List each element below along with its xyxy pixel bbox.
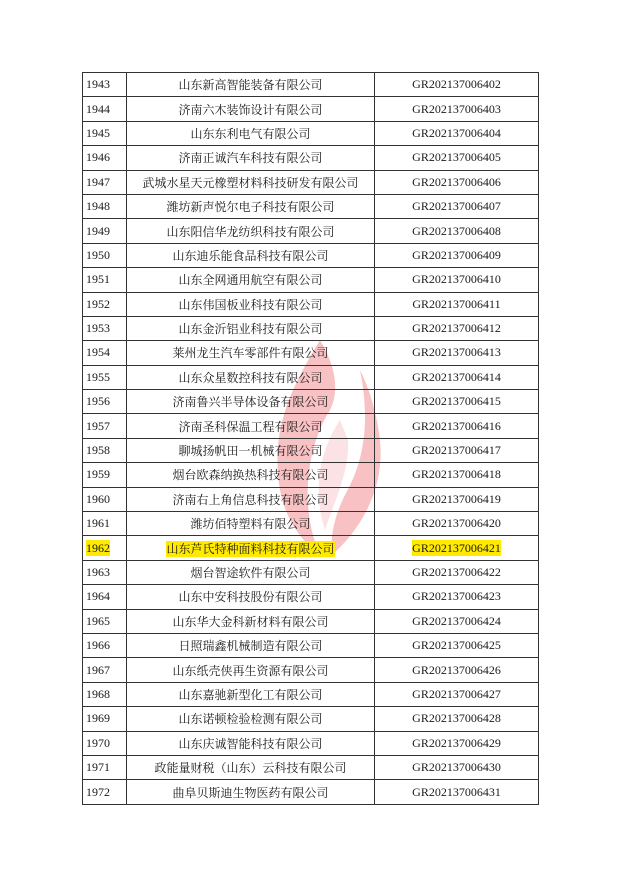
table-row (83, 536, 539, 560)
table-row (83, 341, 539, 365)
company-name: 山东诺顿检验检测有限公司 (178, 712, 323, 727)
row-number: 1968 (86, 686, 110, 701)
certificate-code: GR202137006422 (412, 565, 501, 579)
certificate-code-cell (375, 390, 539, 414)
row-number: 1957 (86, 418, 110, 433)
certificate-code: GR202137006431 (412, 784, 501, 799)
row-number-cell (83, 487, 127, 511)
certificate-code: GR202137006408 (412, 223, 501, 238)
company-name: 山东华大金科新材料有限公司 (172, 614, 329, 629)
company-name: 济南圣科保温工程有限公司 (178, 419, 323, 434)
company-name: 济南鲁兴半导体设备有限公司 (172, 395, 329, 410)
company-name: 烟台智途软件有限公司 (190, 566, 311, 580)
certificate-code: GR202137006427 (412, 686, 501, 701)
row-number: 1946 (86, 150, 110, 165)
row-number-cell (83, 414, 127, 438)
company-name-cell (127, 194, 375, 218)
company-name: 济南右上角信息科技有限公司 (172, 492, 329, 507)
certificate-code-cell (375, 268, 539, 292)
certificate-code-cell (375, 146, 539, 170)
table-row (83, 414, 539, 438)
certificate-code-cell (375, 707, 539, 731)
certificate-code: GR202137006414 (412, 369, 501, 384)
certificate-code: GR202137006418 (412, 467, 501, 482)
company-name-cell (127, 463, 375, 487)
certificate-code-cell (375, 780, 539, 804)
certificate-code: GR202137006421 (412, 540, 501, 555)
table-row (83, 755, 539, 779)
company-name-cell (127, 487, 375, 511)
certificate-code-cell (375, 341, 539, 365)
table-row (83, 585, 539, 609)
row-number-cell (83, 97, 127, 121)
certificate-code-cell (375, 585, 539, 609)
table-row (83, 438, 539, 462)
row-number-cell (83, 707, 127, 731)
company-name-cell (127, 146, 375, 170)
certificate-code-cell (375, 243, 539, 267)
company-name-cell (127, 609, 375, 633)
certificate-code-cell (375, 170, 539, 194)
certificate-code: GR202137006430 (412, 760, 501, 775)
row-number: 1951 (86, 272, 110, 287)
company-name: 山东东利电气有限公司 (190, 126, 311, 141)
row-number: 1947 (86, 174, 110, 189)
table-row (83, 170, 539, 194)
row-number: 1964 (86, 589, 110, 604)
company-name-cell (127, 390, 375, 414)
company-name: 济南正诚汽车科技有限公司 (178, 151, 323, 166)
row-number-cell (83, 780, 127, 804)
certificate-code: GR202137006424 (412, 613, 501, 628)
certificate-code-cell (375, 438, 539, 462)
table-row (83, 780, 539, 804)
row-number: 1953 (86, 321, 110, 336)
row-number: 1966 (86, 638, 110, 653)
row-number-cell (83, 316, 127, 340)
company-name: 烟台欧森纳换热科技有限公司 (172, 468, 329, 483)
company-name-cell (127, 512, 375, 536)
company-name: 日照瑞鑫机械制造有限公司 (178, 639, 323, 654)
row-number-cell (83, 194, 127, 218)
certificate-code: GR202137006416 (412, 418, 501, 433)
table-row (83, 268, 539, 292)
company-name-cell (127, 682, 375, 706)
company-name-cell (127, 243, 375, 267)
row-number-cell (83, 268, 127, 292)
table-row (83, 97, 539, 121)
row-number-cell (83, 755, 127, 779)
certificate-code-cell (375, 73, 539, 97)
row-number: 1956 (86, 394, 110, 409)
company-name: 山东众星数控科技有限公司 (178, 370, 323, 385)
table-row (83, 146, 539, 170)
row-number: 1961 (86, 516, 110, 531)
table-row (83, 707, 539, 731)
row-number: 1944 (86, 101, 110, 116)
company-name: 山东全网通用航空有限公司 (178, 273, 323, 288)
certificate-code: GR202137006405 (412, 150, 501, 165)
row-number: 1963 (86, 565, 110, 579)
row-number-cell (83, 170, 127, 194)
company-name-cell (127, 365, 375, 389)
certificate-code-cell (375, 414, 539, 438)
certificate-code: GR202137006402 (412, 77, 501, 92)
row-number: 1950 (86, 247, 110, 262)
certificate-code: GR202137006406 (412, 174, 501, 189)
table-row (83, 243, 539, 267)
certificate-code: GR202137006412 (412, 321, 501, 336)
row-number-cell (83, 658, 127, 682)
table-row (83, 365, 539, 389)
row-number: 1949 (86, 223, 110, 238)
row-number: 1943 (86, 77, 110, 92)
certificate-code-cell (375, 658, 539, 682)
certificate-code-cell (375, 292, 539, 316)
table-row (83, 390, 539, 414)
certificate-code: GR202137006413 (412, 345, 501, 360)
certificate-code-cell (375, 121, 539, 145)
certificate-code: GR202137006409 (412, 247, 501, 262)
company-name-cell (127, 268, 375, 292)
certificate-code: GR202137006420 (412, 516, 501, 531)
row-number: 1962 (86, 540, 110, 555)
table-row (83, 316, 539, 340)
company-name: 山东新高智能装备有限公司 (178, 78, 323, 93)
company-name-cell (127, 414, 375, 438)
company-name-cell (127, 780, 375, 804)
row-number-cell (83, 219, 127, 243)
certificate-code: GR202137006407 (412, 199, 501, 214)
certificate-code-cell (375, 731, 539, 755)
row-number: 1967 (86, 662, 110, 677)
certificate-code-cell (375, 633, 539, 657)
table-row (83, 658, 539, 682)
company-name: 潍坊佰特塑料有限公司 (190, 517, 311, 532)
company-name: 聊城扬帆田一机械有限公司 (178, 444, 323, 459)
company-name-cell (127, 633, 375, 657)
company-table (82, 72, 539, 805)
company-name: 山东庆诚智能科技有限公司 (178, 736, 323, 751)
table-row (83, 292, 539, 316)
certificate-code: GR202137006426 (412, 662, 501, 677)
company-name: 济南六木装饰设计有限公司 (178, 102, 323, 117)
certificate-code-cell (375, 97, 539, 121)
row-number: 1960 (86, 491, 110, 506)
row-number-cell (83, 121, 127, 145)
row-number-cell (83, 243, 127, 267)
company-name-cell (127, 536, 375, 560)
table-row (83, 219, 539, 243)
row-number-cell (83, 560, 127, 584)
certificate-code-cell (375, 463, 539, 487)
company-name: 山东嘉驰新型化工有限公司 (178, 687, 323, 702)
table-row (83, 512, 539, 536)
row-number-cell (83, 512, 127, 536)
row-number-cell (83, 390, 127, 414)
row-number-cell (83, 463, 127, 487)
row-number-cell (83, 633, 127, 657)
certificate-code: GR202137006417 (412, 443, 501, 458)
company-name-cell (127, 170, 375, 194)
certificate-code-cell (375, 609, 539, 633)
company-name: 政能量财税（山东）云科技有限公司 (154, 761, 347, 776)
certificate-code: GR202137006403 (412, 101, 501, 116)
certificate-code-cell (375, 560, 539, 584)
company-name-cell (127, 97, 375, 121)
table-row (83, 633, 539, 657)
certificate-code: GR202137006423 (412, 589, 501, 604)
company-name-cell (127, 341, 375, 365)
company-name: 山东芦氏特种面料科技有限公司 (166, 541, 335, 556)
company-name-cell (127, 585, 375, 609)
certificate-code: GR202137006410 (412, 272, 501, 287)
company-name-cell (127, 438, 375, 462)
table-row (83, 731, 539, 755)
certificate-code-cell (375, 316, 539, 340)
row-number-cell (83, 536, 127, 560)
table-row (83, 609, 539, 633)
row-number: 1945 (86, 125, 110, 140)
row-number: 1970 (86, 735, 110, 750)
company-name: 山东金沂铝业科技有限公司 (178, 322, 323, 337)
certificate-code: GR202137006404 (412, 125, 501, 140)
row-number-cell (83, 438, 127, 462)
row-number: 1948 (86, 199, 110, 214)
table-row (83, 194, 539, 218)
row-number: 1958 (86, 443, 110, 458)
row-number-cell (83, 365, 127, 389)
row-number-cell (83, 292, 127, 316)
row-number: 1972 (86, 784, 110, 799)
certificate-code-cell (375, 219, 539, 243)
certificate-code-cell (375, 194, 539, 218)
company-name: 山东伟国板业科技有限公司 (178, 297, 323, 312)
row-number: 1952 (86, 296, 110, 311)
company-name: 山东阳信华龙纺织科技有限公司 (166, 224, 335, 239)
company-name: 山东纸壳侠再生资源有限公司 (172, 663, 329, 678)
certificate-code-cell (375, 755, 539, 779)
table-row (83, 73, 539, 97)
company-name-cell (127, 658, 375, 682)
company-name-cell (127, 731, 375, 755)
table-row (83, 682, 539, 706)
certificate-code: GR202137006428 (412, 711, 501, 726)
row-number: 1954 (86, 345, 110, 360)
company-name-cell (127, 121, 375, 145)
row-number-cell (83, 609, 127, 633)
row-number: 1969 (86, 711, 110, 726)
table-row (83, 463, 539, 487)
company-name-cell (127, 73, 375, 97)
row-number-cell (83, 682, 127, 706)
certificate-code-cell (375, 512, 539, 536)
company-name: 山东中安科技股份有限公司 (178, 590, 323, 605)
row-number-cell (83, 73, 127, 97)
certificate-code: GR202137006425 (412, 638, 501, 653)
row-number-cell (83, 585, 127, 609)
table-row (83, 487, 539, 511)
row-number: 1965 (86, 613, 110, 628)
company-name-cell (127, 292, 375, 316)
certificate-code-cell (375, 536, 539, 560)
company-name: 潍坊新声悦尔电子科技有限公司 (166, 200, 335, 215)
certificate-code: GR202137006415 (412, 394, 501, 409)
company-name-cell (127, 560, 375, 584)
row-number-cell (83, 341, 127, 365)
company-name-cell (127, 316, 375, 340)
certificate-code: GR202137006429 (412, 735, 501, 750)
company-name-cell (127, 219, 375, 243)
table-row (83, 560, 539, 584)
company-name: 武城水星天元橡塑材料科技研发有限公司 (142, 175, 359, 190)
certificate-code: GR202137006411 (412, 296, 501, 311)
certificate-code: GR202137006419 (412, 491, 501, 506)
certificate-code-cell (375, 682, 539, 706)
company-name: 莱州龙生汽车零部件有限公司 (172, 346, 329, 361)
certificate-code-cell (375, 487, 539, 511)
company-name-cell (127, 707, 375, 731)
row-number-cell (83, 146, 127, 170)
certificate-code-cell (375, 365, 539, 389)
row-number-cell (83, 731, 127, 755)
company-name: 山东迪乐能食品科技有限公司 (172, 248, 329, 263)
company-name: 曲阜贝斯迪生物医药有限公司 (172, 785, 329, 800)
row-number: 1955 (86, 369, 110, 384)
row-number: 1971 (86, 760, 110, 775)
company-name-cell (127, 755, 375, 779)
row-number: 1959 (86, 467, 110, 482)
table-row (83, 121, 539, 145)
